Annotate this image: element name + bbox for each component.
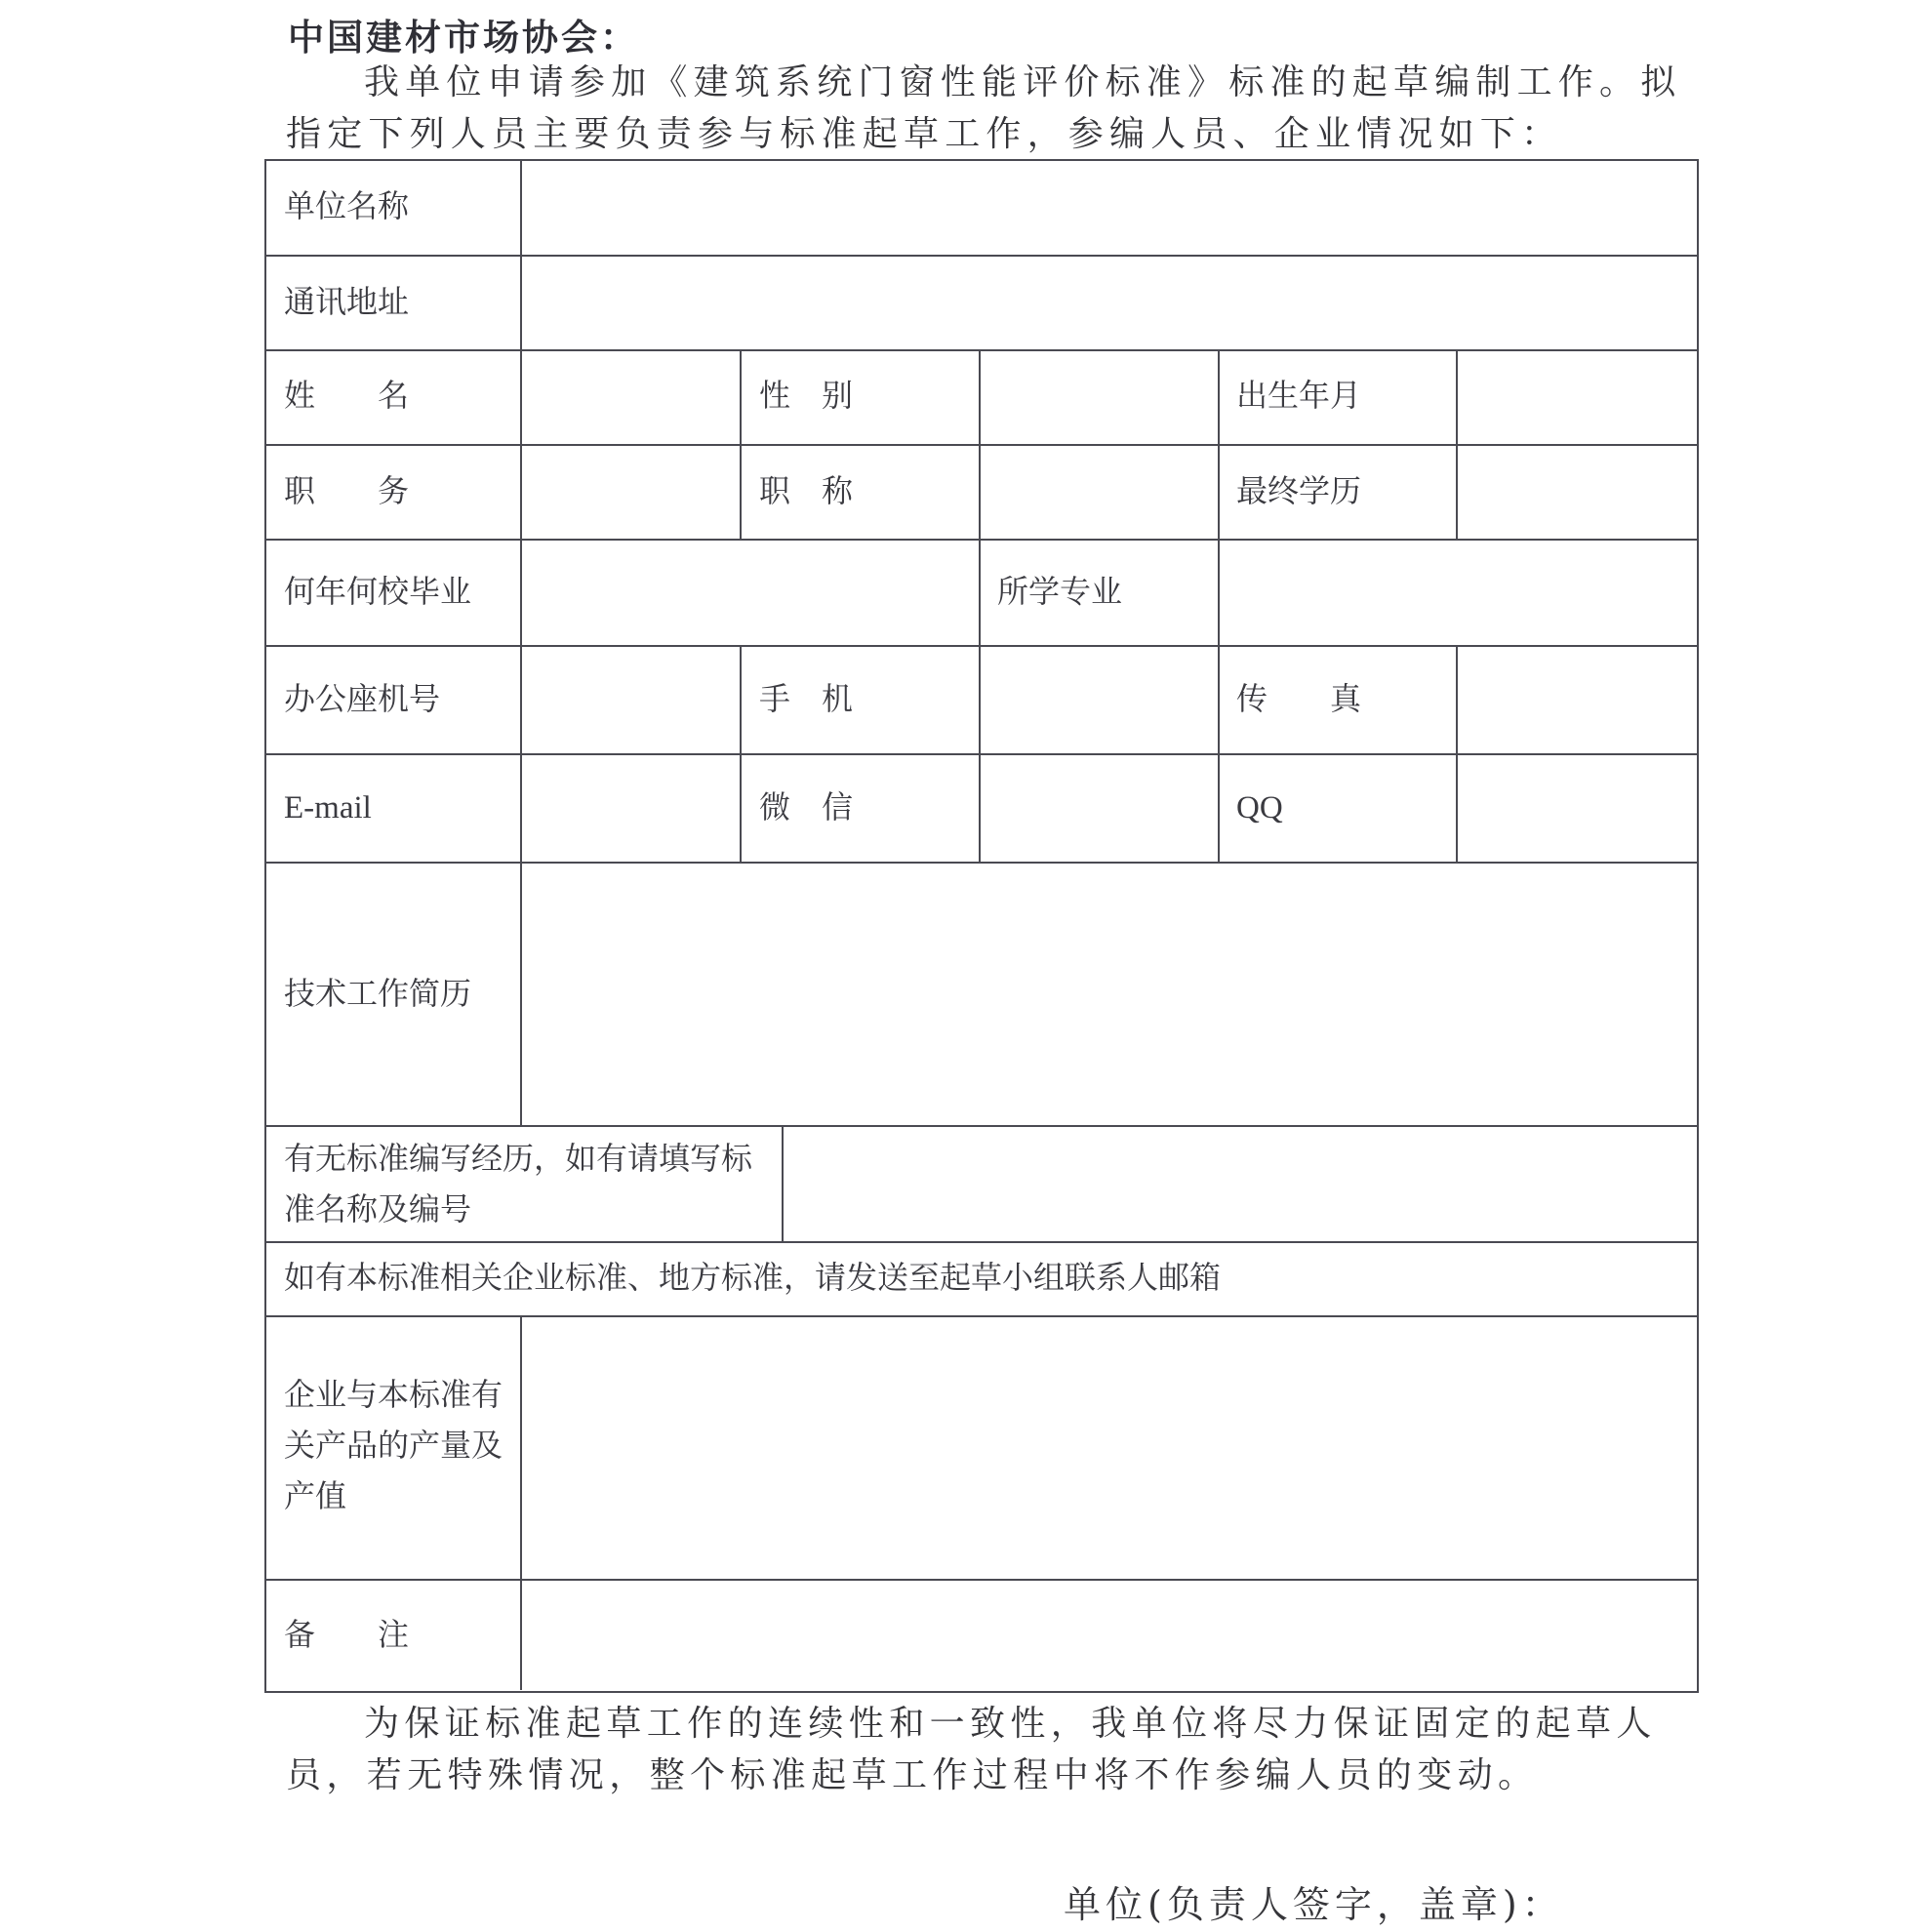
label-qq: QQ	[1236, 790, 1283, 825]
label-office-phone: 办公座机号	[284, 680, 441, 717]
label-position: 职 务	[284, 472, 410, 509]
commitment-paragraph: 为保证标准起草工作的连续性和一致性，我单位将尽力保证固定的起草人员，若无特殊情况，整个标准起草工作过程中将不作参编人员的变动。	[286, 1704, 1657, 1795]
row-divider	[264, 1579, 1697, 1581]
application-form-table	[264, 159, 1697, 1691]
label-related-standards-note: 如有本标准相关企业标准、地方标准，请发送至起草小组联系人邮箱	[284, 1259, 1222, 1296]
label-education: 最终学历	[1236, 472, 1362, 509]
col-divider	[1456, 645, 1458, 862]
row-divider	[264, 1241, 1697, 1243]
label-unit-name: 单位名称	[284, 187, 410, 224]
label-tech-resume: 技术工作简历	[284, 975, 472, 1012]
label-output-value: 企业与本标准有关产品的产量及产值	[284, 1376, 503, 1514]
addressee: 中国建材市场协会：	[288, 16, 639, 59]
row-divider	[264, 753, 1697, 755]
col-divider	[782, 1125, 784, 1241]
row-divider	[264, 645, 1697, 647]
label-address: 通讯地址	[284, 283, 410, 320]
label-major: 所学专业	[997, 573, 1123, 610]
col-divider	[740, 645, 742, 862]
row-divider	[264, 444, 1697, 446]
row-divider	[264, 1125, 1697, 1127]
label-standard-experience: 有无标准编写经历，如有请填写标准名称及编号	[284, 1140, 753, 1228]
label-name: 姓 名	[284, 377, 410, 414]
col-divider	[979, 349, 981, 862]
label-gender: 性 别	[759, 377, 854, 414]
row-divider	[264, 539, 1697, 541]
signature-line: 单位(负责人签字，盖章)：	[1064, 1883, 1564, 1926]
col-divider	[1456, 349, 1458, 539]
label-fax: 传 真	[1236, 680, 1362, 717]
col-divider	[740, 349, 742, 539]
label-birth-date: 出生年月	[1236, 377, 1362, 414]
row-divider	[264, 862, 1697, 864]
intro-paragraph: 我单位申请参加《建筑系统门窗性能评价标准》标准的起草编制工作。拟指定下列人员主要负责参与标准起草工作，参编人员、企业情况如下：	[286, 62, 1682, 154]
label-wechat: 微 信	[759, 788, 854, 825]
label-graduation: 何年何校毕业	[284, 573, 472, 610]
col-divider	[520, 159, 522, 1125]
row-divider	[264, 255, 1697, 257]
label-mobile: 手 机	[759, 680, 854, 717]
row-divider	[264, 349, 1697, 351]
label-title: 职 称	[759, 472, 854, 509]
col-divider	[520, 1315, 522, 1690]
label-remarks: 备 注	[284, 1616, 410, 1653]
label-email: E-mail	[284, 790, 372, 825]
col-divider	[1218, 349, 1220, 862]
row-divider	[264, 1315, 1697, 1317]
